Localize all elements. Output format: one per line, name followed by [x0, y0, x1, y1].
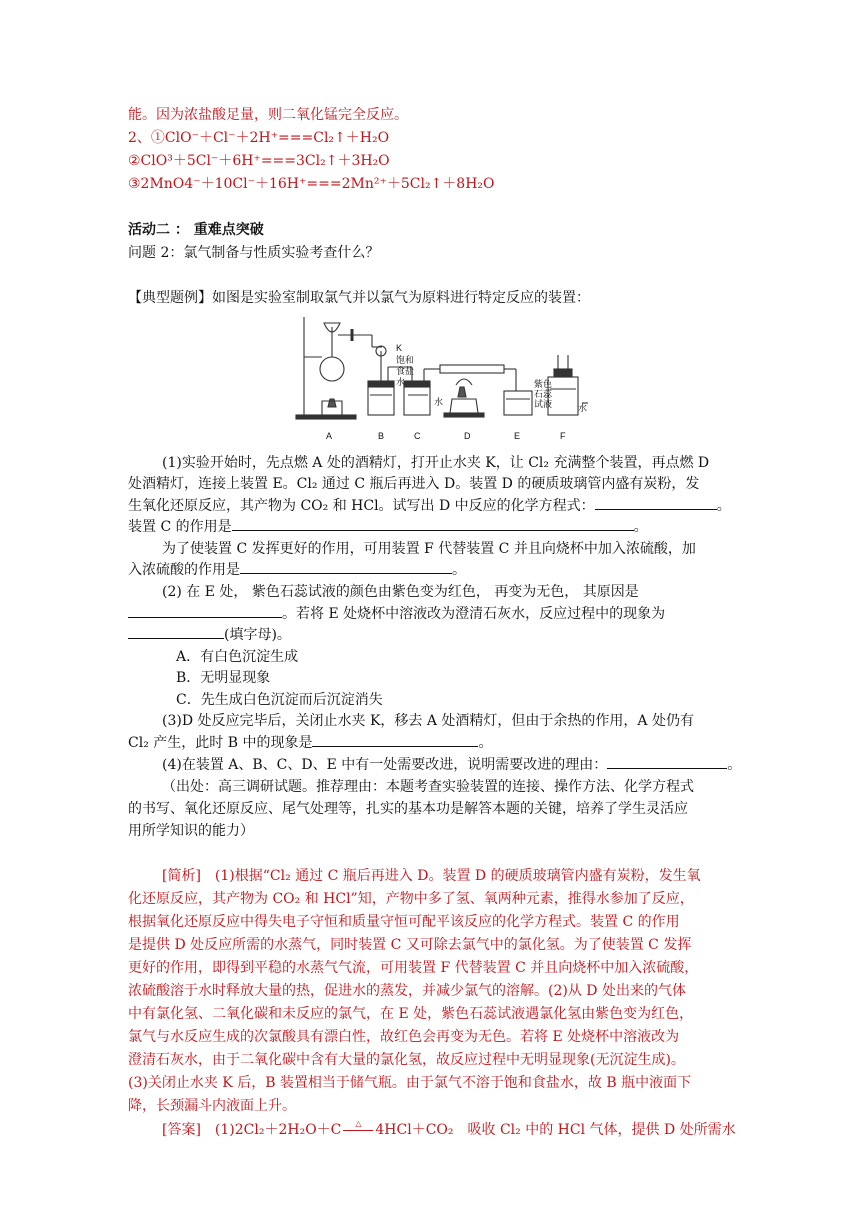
delta-arrow: △ — [341, 1119, 375, 1141]
question-text: 问题 2：氯气制备与性质实验考查什么？ — [128, 245, 380, 261]
figure-note-litmus: 石蕊 — [534, 389, 553, 399]
equation-line: ②ClO³＋5Cl⁻＋6H⁺===3Cl₂↑＋3H₂O — [128, 153, 390, 169]
figure-note-water: 水 — [578, 403, 588, 413]
question-text: (4)在装置 A、B、C、D、E 中有一处需要改进，说明需要改进的理由： 。 — [162, 754, 741, 776]
question-text: (3)D 处反应完毕后，关闭止水夹 K，移去 A 处酒精灯，但由于余热的作用，A 处仍有 — [162, 713, 694, 729]
question-text: Cl₂ 产生，此时 B 中的现象是 。 — [128, 732, 492, 754]
option-a: A．有白色沉淀生成 — [176, 649, 299, 665]
analysis-text: 根据氧化还原反应中得失电子守恒和质量守恒可配平该反应的化学方程式。装置 C 的作用 — [128, 914, 680, 930]
equation-line: ③2MnO4⁻＋10Cl⁻＋16H⁺===2Mn²⁺＋5Cl₂↑＋8H₂O — [128, 176, 495, 192]
analysis-text: 澄清石灰水，由于二氧化碳中含有大量的氯化氢，故反应过程中无明显现象(无沉淀生成)。 — [128, 1052, 685, 1068]
text-line: 能。因为浓盐酸足量，则二氧化锰完全反应。 — [128, 107, 408, 123]
question-text: (2) 在 E 处， 紫色石蕊试液的颜色由紫色变为红色， 再变为无色， 其原因是 — [162, 584, 639, 600]
question-text: 装置 C 的作用是 。 — [128, 516, 648, 538]
analysis-text: 更好的作用，即得到平稳的水蒸气气流，可用装置 F 代替装置 C 并且向烧杯中加入浓硫酸， — [128, 960, 699, 976]
option-b: B．无明显现象 — [176, 670, 271, 686]
figure-note-saline: 食盐 — [396, 366, 415, 376]
figure-note-water: 水 — [434, 397, 444, 407]
question-text: 入浓硫酸的作用是 。 — [128, 559, 466, 581]
example-intro: 【典型题例】如图是实验室制取氯气并以氯气为原料进行特定反应的装置： — [128, 290, 590, 306]
analysis-text: (3)关闭止水夹 K 后，B 装置相当于储气瓶。由于氯气不溶于饱和食盐水，故 B 瓶中液面下 — [128, 1075, 692, 1091]
question-text: 为了使装置 C 发挥更好的作用，可用装置 F 代替装置 C 并且向烧杯中加入浓硫酸，加 — [162, 541, 696, 557]
figure-note-k: K — [396, 343, 403, 353]
source-note: （出处：高三调研试题。推荐理由：本题考查实验装置的连接、操作方法、化学方程式 — [162, 779, 694, 795]
figure-label-b: B — [378, 431, 385, 441]
analysis-text: 降，长颈漏斗内液面上升。 — [128, 1098, 296, 1114]
figure-label-e: E — [514, 431, 521, 441]
analysis-text: 化还原反应，其产物为 CO₂ 和 HCl”知，产物中多了氢、氧两种元素，推得水参加了反应， — [128, 891, 694, 907]
question-text: 。若将 E 处烧杯中溶液改为澄清石灰水，反应过程中的现象为 — [128, 603, 665, 625]
source-note: 的书写、氧化还原反应、尾气处理等，扎实的基本功是解答本题的关键，培养了学生灵活应 — [128, 801, 688, 817]
source-note: 用所学知识的能力） — [128, 823, 254, 839]
apparatus-figure — [292, 307, 588, 447]
section-heading: 活动二 ： 重难点突破 — [128, 222, 264, 238]
figure-label-a: A — [326, 431, 333, 441]
answer-text: [答案] (1)2Cl₂＋2H₂O＋C △ 4HCl＋CO₂ 吸收 Cl₂ 中的 HCl 气体，提供 D 处所需水 — [162, 1119, 736, 1141]
figure-label-c: C — [414, 431, 421, 441]
analysis-text: 浓硫酸溶于水时释放大量的热，促进水的蒸发，并减少氯气的溶解。(2)从 D 处出来的气体 — [128, 983, 686, 999]
analysis-text: [简析] (1)根据“Cl₂ 通过 C 瓶后再进入 D。装置 D 的硬质玻璃管内盛有炭粉，发生氧 — [162, 868, 701, 884]
analysis-text: 是提供 D 处反应所需的水蒸气，同时装置 C 又可除去氯气中的氯化氢。为了使装置 C 发挥 — [128, 937, 692, 953]
option-c: C．先生成白色沉淀而后沉淀消失 — [176, 692, 383, 708]
question-text: (填字母)。 — [128, 624, 291, 646]
analysis-text: 中有氯化氢、二氧化碳和未反应的氯气，在 E 处，紫色石蕊试液遇氯化氢由紫色变为红色， — [128, 1006, 694, 1022]
equation-line: 2、①ClO⁻＋Cl⁻＋2H⁺===Cl₂↑＋H₂O — [128, 130, 390, 146]
question-text: 生氧化还原反应，其产物为 CO₂ 和 HCl。试写出 D 中反应的化学方程式： 。 — [128, 495, 731, 517]
figure-note-litmus: 试液 — [534, 399, 553, 409]
figure-note-litmus: 紫色 — [534, 379, 553, 389]
analysis-text: 氯气与水反应生成的次氯酸具有漂白性，故红色会再变为无色。若将 E 处烧杯中溶液改为 — [128, 1029, 680, 1045]
question-text: 处酒精灯，连接上装置 E。Cl₂ 通过 C 瓶后再进入 D。装置 D 的硬质玻璃管内盛有炭粉，发 — [128, 476, 700, 492]
figure-label-f: F — [560, 431, 566, 441]
figure-label-d: D — [464, 431, 471, 441]
figure-note-saline: 饱和 — [396, 355, 415, 365]
figure-note-saline: 水 — [396, 377, 406, 387]
question-text: (1)实验开始时，先点燃 A 处的酒精灯，打开止水夹 K，让 Cl₂ 充满整个装置，再点燃 D — [162, 455, 710, 471]
